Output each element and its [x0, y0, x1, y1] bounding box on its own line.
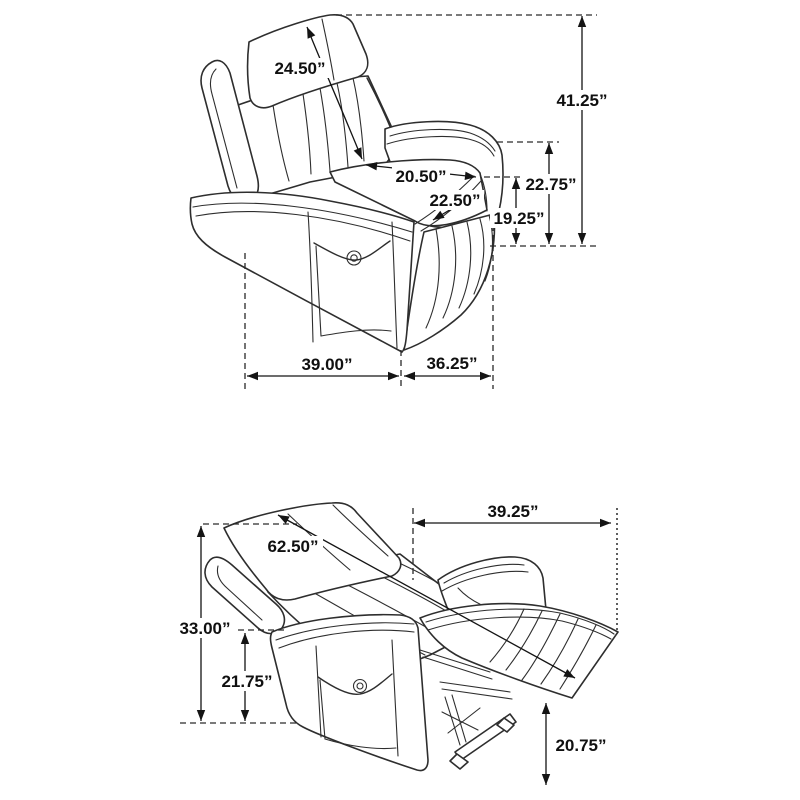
arrowhead-down [512, 233, 520, 244]
dim-extension-span-label: 39.25” [487, 502, 539, 521]
dim-footprint-depth [247, 355, 399, 380]
arrowhead-left [404, 372, 415, 380]
arrowhead-right [600, 519, 611, 527]
arrowhead-left [414, 519, 425, 527]
dim-reclined-arm-height-label: 21.75” [221, 672, 273, 691]
dim-extension-span [414, 502, 611, 527]
mechanism-link [442, 712, 478, 730]
dim-reclined-height-label: 33.00” [179, 619, 231, 638]
dim-overall-height [553, 16, 611, 244]
dim-recline-length-label: 62.50” [267, 537, 319, 556]
dim-reclined-arm-height [218, 633, 276, 721]
mechanism-link [445, 697, 460, 745]
arrowhead-down [578, 233, 586, 244]
arrowhead-down [197, 710, 205, 721]
upright-base-ribbed-panel [404, 214, 494, 350]
dim-seat-depth-label: 22.50” [429, 191, 481, 210]
dim-back-length-label: 24.50” [274, 59, 326, 78]
arrowhead-down [241, 710, 249, 721]
upright-chair-drawing [190, 15, 503, 352]
upright-left-arm [190, 192, 414, 352]
arrowhead-up [197, 526, 205, 537]
arrowhead-up [512, 178, 520, 189]
arrowhead-right [388, 372, 399, 380]
dim-seat-width-label: 20.50” [395, 167, 447, 186]
arrowhead-up [545, 143, 553, 154]
dim-seat-height-label: 19.25” [493, 209, 545, 228]
dim-reclined-height [176, 526, 234, 721]
dim-arm-height-label: 22.75” [525, 175, 577, 194]
arrowhead-left [247, 372, 258, 380]
dim-arm-height [522, 143, 580, 244]
dim-footprint-width-label: 36.25” [426, 354, 478, 373]
dim-overall-height-label: 41.25” [556, 91, 608, 110]
arrowhead-down [545, 233, 553, 244]
arrowhead-right [480, 372, 491, 380]
dim-footrest-height-label: 20.75” [555, 736, 607, 755]
dim-footprint-width [404, 354, 491, 380]
dim-footrest-height [542, 703, 607, 785]
arrowhead-down [542, 774, 550, 785]
arrowhead-up [542, 703, 550, 714]
arrowhead-up [578, 16, 586, 27]
dim-footprint-depth-label: 39.00” [301, 355, 353, 374]
arrowhead-up [241, 633, 249, 644]
